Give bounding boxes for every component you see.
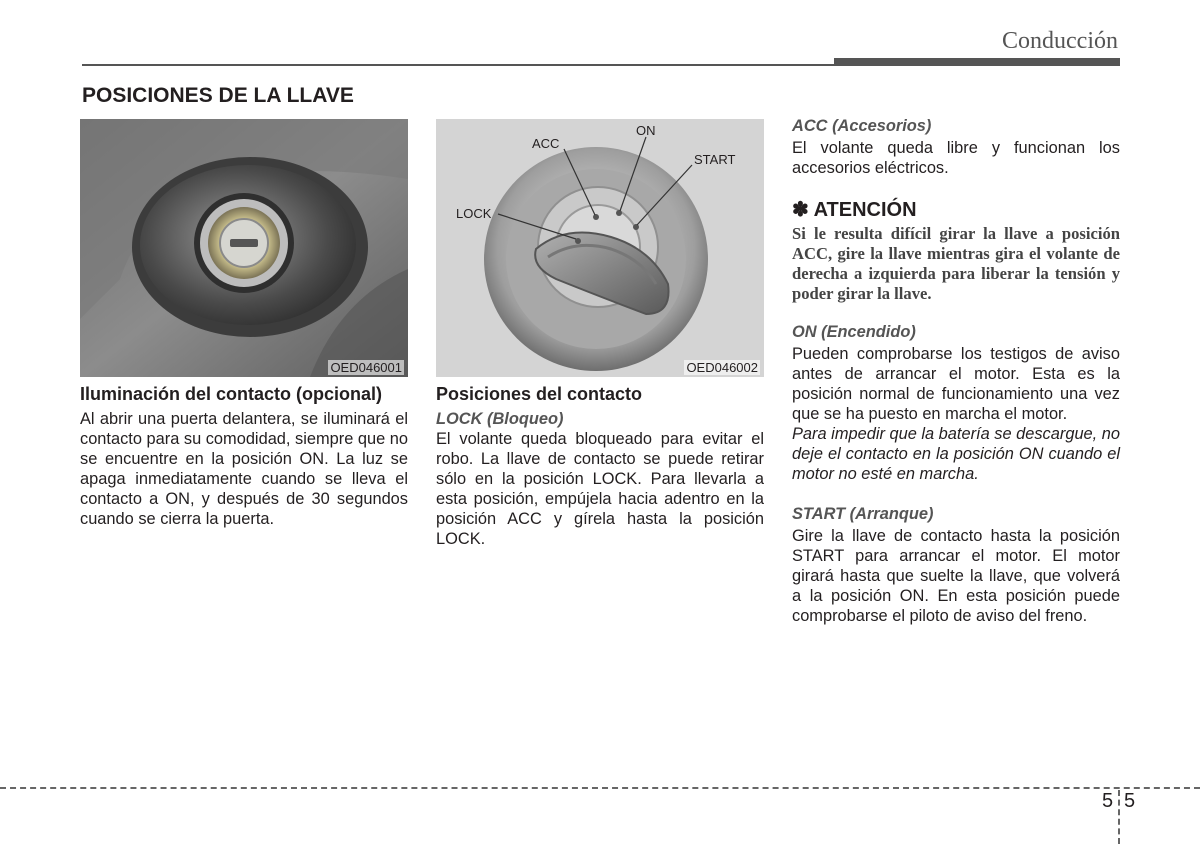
figure-ignition-illumination: [80, 119, 408, 377]
label-on: ON: [636, 123, 656, 138]
positions-heading: Posiciones del contacto: [436, 384, 643, 404]
acc-body: El volante queda libre y funcionan los accesorios eléctricos.: [792, 139, 1120, 177]
footer-rule: [0, 787, 1200, 789]
section-title: POSICIONES DE LA LLAVE: [82, 84, 354, 107]
ignition-illumination-illustration: [80, 119, 408, 377]
start-body: Gire la llave de contacto hasta la posición START para arrancar el motor. El motor girará hasta que suelte la llave, que volverá a la posición ON. En esta posición puede comprobarse el piloto de aviso del freno.: [792, 527, 1120, 625]
page-section-number: 5: [1102, 790, 1114, 812]
attention-body: Si le resulta difícil girar la llave a posición ACC, gire la llave mientras gira el volante de derecha a izquierda para liberar la tensión y poder girar la llave.: [792, 224, 1120, 303]
label-acc: ACC: [532, 136, 560, 151]
header-rule-accent: [834, 58, 1120, 66]
figure-code: OED046001: [330, 360, 402, 375]
column-positions-detail: [792, 116, 1120, 626]
on-body: Pueden comprobarse los testigos de aviso antes de arrancar el motor. Esta es la posición normal de funcionamiento una vez que se ha puesto en marcha el motor.: [792, 345, 1120, 423]
column-illumination: [80, 384, 408, 529]
page-number: 5: [1124, 790, 1136, 812]
footer-divider: [1118, 790, 1120, 844]
label-start: START: [694, 152, 736, 167]
figure-key-positions: [436, 119, 764, 377]
on-note: Para impedir que la batería se descargue, no deje el contacto en la posición ON cuando el motor no esté en marcha.: [792, 425, 1121, 483]
start-heading: START (Arranque): [792, 505, 934, 523]
attention-heading: ✽ ATENCIÓN: [792, 199, 917, 221]
figure-code: OED046002: [686, 360, 758, 375]
illumination-heading: Iluminación del contacto (opcional): [80, 384, 383, 404]
acc-heading: ACC (Accesorios): [792, 117, 932, 135]
on-heading: ON (Encendido): [792, 323, 916, 341]
lock-body: El volante queda bloqueado para evitar el robo. La llave de contacto se puede retirar sólo en la posición LOCK. Para llevarla a esta posición, empújela hacia adentro en la posición ACC y gírela hasta la posición LOCK.: [436, 430, 764, 548]
label-lock: LOCK: [456, 206, 492, 221]
header-title: Conducción: [1002, 28, 1118, 54]
column-positions: [436, 384, 764, 549]
lock-heading: LOCK (Bloqueo): [436, 410, 564, 428]
illumination-body: Al abrir una puerta delantera, se iluminará el contacto para su comodidad, siempre que no se encuentre en la posición ON. La luz se apaga inmediatamente cuando se lleva el contacto a ON, y después de 30 segundos cuando se cierra la puerta.: [80, 410, 409, 528]
key-positions-diagram: [436, 119, 764, 377]
